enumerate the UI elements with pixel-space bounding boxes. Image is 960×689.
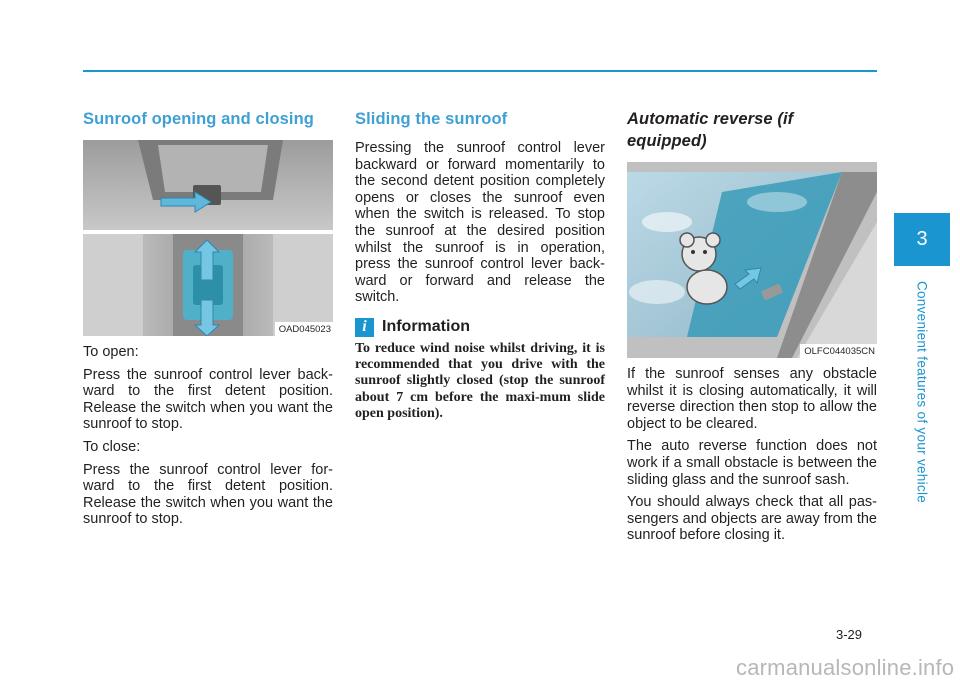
paragraph: To close: — [83, 438, 141, 455]
paragraph: The auto reverse function does not work if a small obstacle is between the sliding glass and the sunroof sash. — [627, 438, 877, 488]
information-title: Information — [382, 318, 470, 336]
figure-sunroof-lever — [83, 140, 333, 336]
header-rule — [83, 70, 877, 72]
chapter-title: Convenient features of your vehicle — [914, 280, 930, 504]
watermark: carmanualsonline.info — [736, 655, 955, 680]
column-opening-closing — [83, 108, 333, 534]
section-heading-opening-closing: Sunroof opening and closing — [83, 110, 314, 128]
auto-reverse-illustration — [627, 162, 877, 358]
page-number: 3-29 — [836, 627, 863, 642]
information-icon: i — [355, 318, 374, 337]
paragraph: To open: — [83, 344, 139, 360]
figure-code: OAD045023 — [275, 322, 333, 336]
paragraph: You should always check that all pas-sengers and objects are away from the sunroof before closing it. — [627, 494, 877, 544]
chapter-tab: 3 — [894, 213, 950, 266]
column-auto-reverse — [627, 108, 877, 550]
paragraph: Press the sunroof control lever for-ward to the first detent position. Release the switch when you want the sunroof to stop. — [83, 461, 333, 528]
paragraph: Press the sunroof control lever back-ward to the first detent position. Release the switch when you want the sunroof to stop. — [83, 366, 333, 433]
column-sliding — [355, 108, 605, 422]
section-heading-auto-reverse: Automatic reverse (if equipped) — [627, 110, 794, 150]
paragraph: If the sunroof senses any obstacle whilst it is closing automatically, it will reverse direction then stop to allow the object to be cleared. — [627, 366, 877, 432]
sunroof-lever-illustration — [83, 140, 333, 336]
figure-auto-reverse — [627, 162, 877, 358]
paragraph: Pressing the sunroof control lever backward or forward momentarily to the second detent position completely opens or closes the sunroof even when the switch is released. To stop the sunroof at the desired position whilst the sunroof is in operation, press the sunroof control lever back-ward or forward and release the switch. — [355, 140, 605, 306]
figure-code: OLFC044035CN — [800, 344, 877, 358]
section-heading-sliding: Sliding the sunroof — [355, 110, 508, 128]
information-text: To reduce wind noise whilst driving, it is recommended that you drive with the sunroof slightly closed (stop the sunroof about 7 cm before the maxi-mum slide open position). — [355, 340, 605, 421]
information-header — [355, 318, 605, 337]
